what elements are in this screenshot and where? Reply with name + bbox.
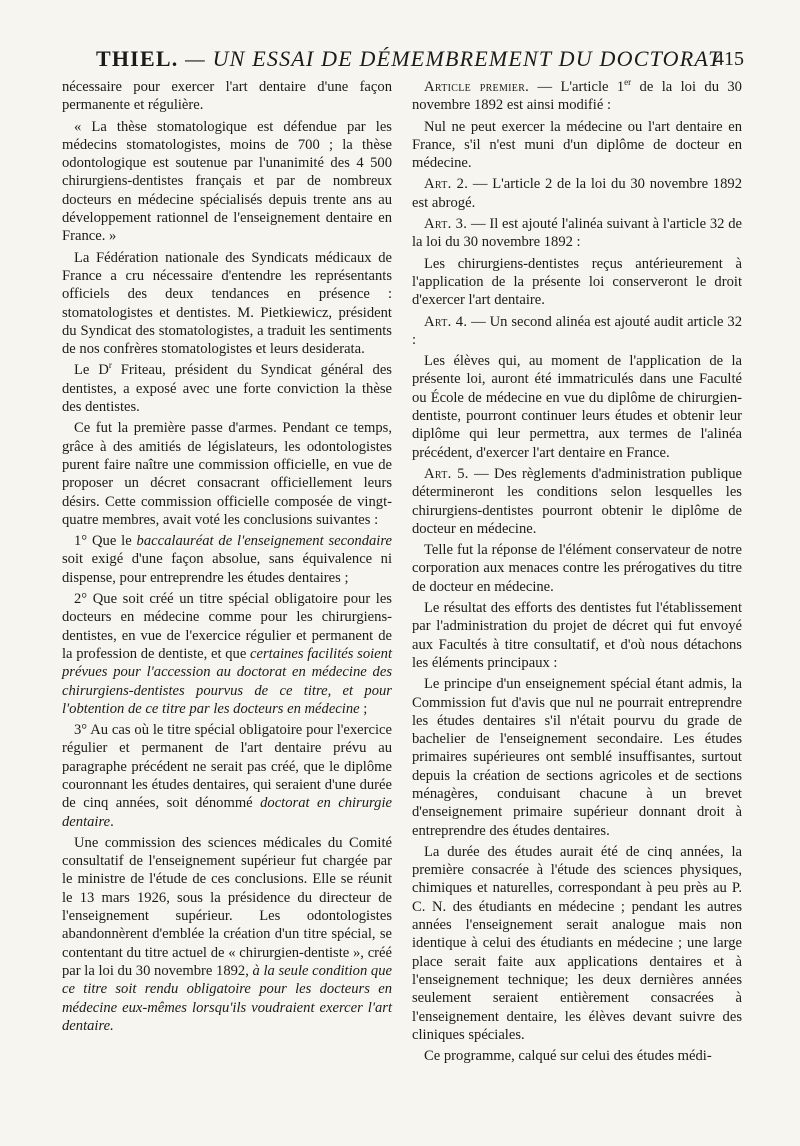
text-span: soit exigé d'une façon absolue, sans équivalence ni dispense, pour entreprendre les études dentaires ;: [62, 551, 392, 586]
list-item: [62, 590, 392, 718]
text-span: .: [110, 813, 114, 830]
superscript: r: [108, 360, 112, 371]
paragraph: Ce fut la première passe d'armes. Pendant ce temps, grâce à des amitiés de législateurs, les odontologistes purent faire naître une commission officielle, en vue de proposer un décret consacrant officiellement leurs désirs. Cette commission officielle composée de vingt-quatre membres, avait voté les conclusions suivantes :: [62, 420, 392, 528]
emphasis: à la seule condition que ce titre soit rendu obligatoire pour les docteurs en médecine eux-mêmes lorsqu'ils voudraient exercer l'art dentaire.: [62, 962, 392, 1034]
page-number: 415: [714, 48, 744, 70]
running-title: [96, 46, 722, 72]
paragraph: La durée des études aurait été de cinq années, la première consacrée à l'étude des sciences physiques, chimiques et naturelles, correspondant à peu près au P. C. N. des étudiants en médecine ; pendant les autres années l'enseignement serait analogue mais non identique à celui des étudiants en médecine ; une large place serait faite aux applications dentaires et à l'enseignement technique; les deux dernières années seulement seraient entièrement consacrées à l'enseignement dentaire, les élèves devant suivre des cliniques spéciales.: [412, 843, 742, 1043]
paragraph: Telle fut la réponse de l'élément conservateur de notre corporation aux menaces contre les prérogatives du titre de docteur en médecine.: [412, 542, 742, 595]
superscript: er: [624, 77, 632, 88]
paragraph: Le principe d'un enseignement spécial étant admis, la Commission fut d'avis que nul ne pourrait entreprendre les études dentaires s'il n'était pourvu du grade de bachelier de l'enseignement secondaire. Les études primaires supérieures ont semblé insuffisantes, surtout depuis la création de sections agricoles et de sections ménagères, conduisant chacune à un brevet d'enseignement primaire supérieur donnant droit à entreprendre des études dentaires.: [412, 676, 742, 839]
text-span: Le D: [74, 362, 109, 379]
text-span: — Il est ajouté l'alinéa suivant à l'article 32 de la loi du 30 novembre 1892 :: [412, 216, 742, 251]
text-span: de la loi du 30 novembre 1892 est ainsi modifié :: [412, 79, 742, 114]
running-header: [58, 36, 748, 76]
paragraph: [62, 834, 392, 1035]
paragraph: Le résultat des efforts des dentistes fut l'établissement par l'administration du projet de décret qui fut envoyé aux Facultés à titre consultatif, et d'où nous détachons les éléments principaux :: [412, 600, 742, 671]
article-heading: Art. 2.: [424, 176, 469, 193]
article-heading: Article premier.: [424, 79, 530, 95]
paragraph: La Fédération nationale des Syndicats médicaux de France a cru nécessaire d'entendre les représentants officiels des deux tendances en présence : stomatologistes et dentistes. M. Pietkiewicz, président du Syndicat des stomatologistes, a traduit les sentiments de nos confrères stomatologistes et leurs desiderata.: [62, 249, 392, 358]
paragraph: Les chirurgiens-dentistes reçus antérieurement à l'application de la présente loi conserveront le droit d'exercer l'art dentaire.: [412, 255, 742, 309]
emphasis: doctorat en chirurgie dentaire: [62, 795, 392, 830]
paragraph: Les élèves qui, au moment de l'application de la présente loi, auront été immatriculés dans une Faculté ou École de médecine en vue du diplôme de chirurgien-dentiste, pourront continuer leurs études et obtenir leur diplôme qui leur permettra, aux termes de l'alinéa précédent, d'exercer l'art dentaire en France.: [412, 353, 742, 461]
text-span: 1° Que le: [74, 533, 137, 550]
text-span: Friteau, président du Syndicat général des dentistes, a exposé avec une forte conviction la thèse des dentistes.: [62, 362, 392, 416]
right-column: [412, 78, 742, 1068]
text-span: 2° Que soit créé un titre spécial obligatoire pour les docteurs en médecine comme pour les chirurgiens-dentistes, en vue de l'exercice régulier et permanent de la profession de dentiste, et que: [62, 591, 392, 662]
paragraph: « La thèse stomatologique est défendue par les médecins stomatologistes, moins de 700 ; la thèse odontologique est soutenue par l'unanimité des 4 500 chirurgiens-dentistes français et par de nombreux docteurs en médecine spécialisés depuis trente ans au développement rationnel de l'enseignement dentaire en France. »: [62, 118, 392, 245]
paragraph: Ce programme, calqué sur celui des études médi-: [424, 1048, 712, 1065]
emphasis: baccalauréat de l'enseignement secondaire: [136, 533, 392, 550]
header-article-title: — UN ESSAI DE DÉMEMBREMENT DU DOCTORAT: [178, 46, 722, 71]
text-span: — Un second alinéa est ajouté audit article 32 :: [412, 313, 742, 348]
article-heading: Art. 3.: [424, 216, 468, 233]
paragraph: Nul ne peut exercer la médecine ou l'art dentaire en France, s'il n'est muni d'un diplôme de docteur en médecine.: [412, 118, 742, 172]
header-author: THIEL.: [96, 46, 179, 71]
left-column: [62, 78, 392, 1038]
text-span: — L'article 2 de la loi du 30 novembre 1892 est abrogé.: [412, 176, 742, 211]
text-span: — L'article 1: [529, 79, 625, 95]
paragraph: [62, 361, 392, 416]
article-paragraph: [412, 175, 742, 212]
article-paragraph: [412, 313, 742, 350]
article-heading: Art. 5.: [424, 465, 469, 482]
text-span: ;: [359, 700, 368, 717]
text-span: Une commission des sciences médicales du Comité consultatif de l'enseignement supérieur fut chargée par le ministre de l'étude de ces conclusions. Elle se réunit le 13 mars 1926, sous la présidence du directeur de l'enseignement supérieur. Les odontologistes abandonnèrent d'emblée la création d'un titre spécial, se contentant du titre actuel de « chirurgien-dentiste », créé par la loi du 30 novembre 1892,: [62, 834, 392, 979]
article-heading: Art. 4.: [424, 313, 468, 330]
article-paragraph: [412, 78, 742, 115]
list-item: [62, 721, 392, 831]
paragraph: nécessaire pour exercer l'art dentaire d'une façon permanente et régulière.: [62, 79, 392, 114]
text-span: 3° Au cas où le titre spécial obligatoire pour l'exercice régulier et permanent de l'art dentaire prévu au paragraphe précédent ne serait pas créé, que le diplôme couronnant les études dentaires, qui seraient d'une durée de cinq années, soit dénommé: [62, 722, 392, 812]
list-item: [62, 532, 392, 587]
emphasis: certaines facilités soient prévues pour l'accession au doctorat en médecine des chirurgiens-dentistes pourvus de ce titre, et pour l'obtention de ce titre par les docteurs en médecine: [62, 645, 392, 717]
article-paragraph: [412, 465, 742, 538]
article-paragraph: [412, 215, 742, 252]
text-span: — Des règlements d'administration publique détermineront les conditions selon lesquelles les chirurgiens-dentistes pourront obtenir le diplôme de docteur en médecine.: [412, 465, 742, 537]
